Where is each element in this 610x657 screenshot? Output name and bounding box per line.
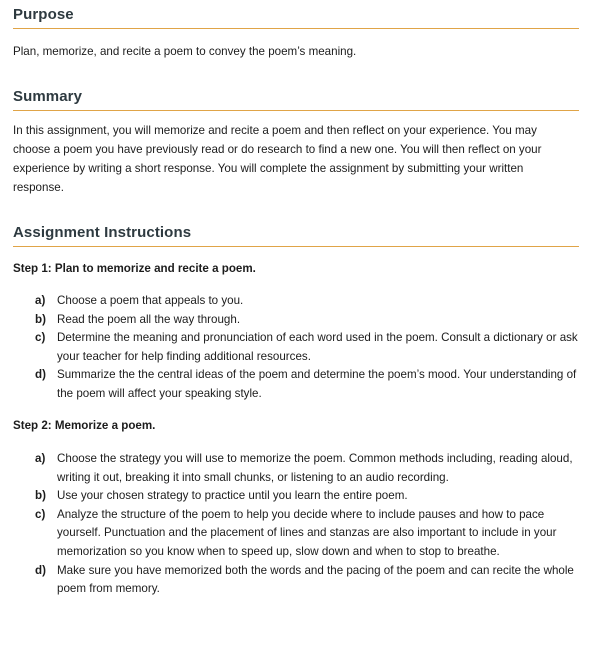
summary-text: In this assignment, you will memorize and recite a poem and then reflect on your experience. You may choose a poem you have previously read or do research to find a new one. You will then reflect on your experience by writing a short response. You will complete the assignment by submitting your written response. <box>13 124 542 194</box>
step-2-list <box>35 450 580 599</box>
item-label: c) <box>35 507 46 521</box>
step-2-title: Step 2: Memorize a poem. <box>13 419 156 432</box>
list-item <box>35 506 580 562</box>
item-text: Use your chosen strategy to practice until you learn the entire poem. <box>57 489 408 503</box>
item-text: Determine the meaning and pronunciation of each word used in the poem. Consult a dictionary or ask your teacher for help finding additional resources. <box>57 331 578 363</box>
list-item <box>35 562 580 599</box>
item-text: Choose a poem that appeals to you. <box>57 294 244 307</box>
purpose-text: Plan, memorize, and recite a poem to convey the poem’s meaning. <box>13 45 357 58</box>
item-text: Make sure you have memorized both the words and the pacing of the poem and can recite the whole poem from memory. <box>57 563 574 596</box>
purpose-heading: Purpose <box>13 6 579 29</box>
list-item <box>35 450 580 487</box>
list-item <box>35 311 580 330</box>
list-item <box>35 329 580 366</box>
step-1-title: Step 1: Plan to memorize and recite a poem. <box>13 262 256 275</box>
instructions-heading: Assignment Instructions <box>13 224 579 247</box>
item-label: d) <box>35 563 46 577</box>
item-label: b) <box>35 312 46 326</box>
item-text: Read the poem all the way through. <box>57 312 241 326</box>
list-item <box>35 366 580 403</box>
item-label: c) <box>35 331 46 345</box>
step-1-list <box>35 292 580 404</box>
summary-heading: Summary <box>13 88 579 111</box>
item-text: Analyze the structure of the poem to help you decide where to include pauses and how to pace yourself. Punctuation and the placement of lines and stanzas are also important to include in your memorization so you know when to speed up, slow down and when to stop to breathe. <box>57 507 557 558</box>
item-label: a) <box>35 294 46 307</box>
item-text: Summarize the the central ideas of the poem and determine the poem’s mood. Your understanding of the poem will affect your speaking style. <box>57 368 577 400</box>
item-text: Choose the strategy you will use to memorize the poem. Common methods including, reading aloud, writing it out, breaking it into small chunks, or listening to an audio recording. <box>57 452 573 484</box>
item-label: b) <box>35 489 46 503</box>
item-label: d) <box>35 368 46 382</box>
list-item <box>35 487 580 506</box>
item-label: a) <box>35 452 46 465</box>
list-item <box>35 292 580 311</box>
